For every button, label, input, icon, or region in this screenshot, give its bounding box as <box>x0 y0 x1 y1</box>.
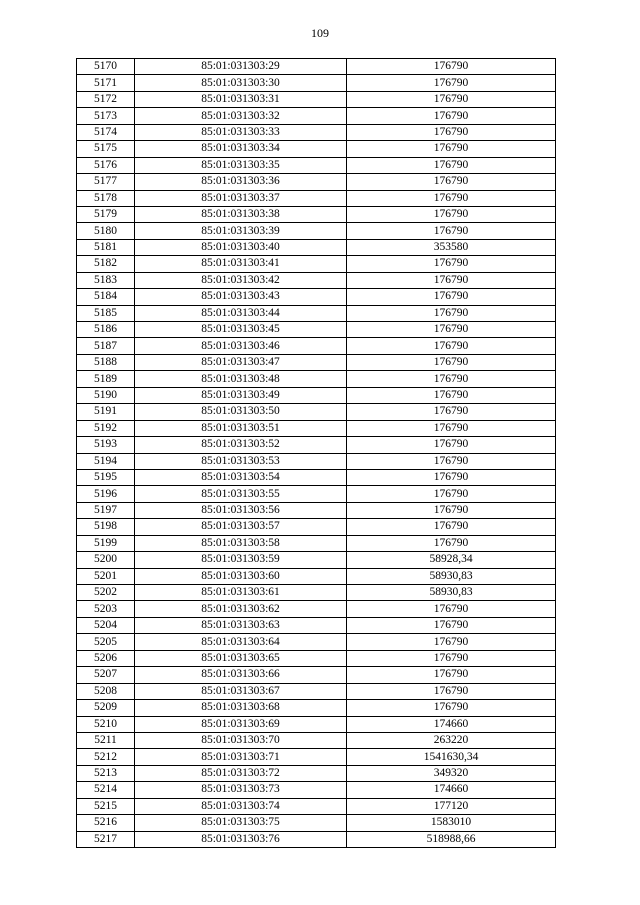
row-number-cell: 5202 <box>77 585 135 601</box>
page-number: 109 <box>311 26 329 40</box>
table-row <box>77 535 556 551</box>
table-row <box>77 354 556 370</box>
cadastral-value-cell: 176790 <box>347 469 556 485</box>
cadastral-value-cell: 176790 <box>347 486 556 502</box>
cadastral-value-cell: 176790 <box>347 338 556 354</box>
table-row <box>77 305 556 321</box>
cadastral-number-cell: 85:01:031303:69 <box>135 716 347 732</box>
row-number-cell: 5176 <box>77 157 135 173</box>
table-row <box>77 568 556 584</box>
row-number-cell: 5199 <box>77 535 135 551</box>
row-number-cell: 5181 <box>77 239 135 255</box>
cadastral-value-cell: 177120 <box>347 798 556 814</box>
table-row <box>77 782 556 798</box>
cadastral-value-cell: 176790 <box>347 667 556 683</box>
cadastral-value-cell: 176790 <box>347 617 556 633</box>
cadastral-number-cell: 85:01:031303:45 <box>135 322 347 338</box>
row-number-cell: 5186 <box>77 322 135 338</box>
cadastral-number-cell: 85:01:031303:33 <box>135 124 347 140</box>
table-row <box>77 141 556 157</box>
table-row <box>77 765 556 781</box>
cadastral-value-cell: 176790 <box>347 305 556 321</box>
table-row <box>77 519 556 535</box>
cadastral-number-cell: 85:01:031303:72 <box>135 765 347 781</box>
cadastral-number-cell: 85:01:031303:42 <box>135 272 347 288</box>
cadastral-number-cell: 85:01:031303:38 <box>135 206 347 222</box>
cadastral-number-cell: 85:01:031303:71 <box>135 749 347 765</box>
row-number-cell: 5213 <box>77 765 135 781</box>
cadastral-number-cell: 85:01:031303:31 <box>135 91 347 107</box>
table-row <box>77 437 556 453</box>
cadastral-value-cell: 176790 <box>347 75 556 91</box>
table-row <box>77 371 556 387</box>
table-row <box>77 404 556 420</box>
cadastral-value-cell: 176790 <box>347 634 556 650</box>
cadastral-number-cell: 85:01:031303:68 <box>135 700 347 716</box>
cadastral-number-cell: 85:01:031303:36 <box>135 174 347 190</box>
cadastral-value-cell: 58930,83 <box>347 568 556 584</box>
row-number-cell: 5175 <box>77 141 135 157</box>
table-row <box>77 174 556 190</box>
table-row <box>77 387 556 403</box>
row-number-cell: 5197 <box>77 502 135 518</box>
table-row <box>77 420 556 436</box>
row-number-cell: 5171 <box>77 75 135 91</box>
cadastral-number-cell: 85:01:031303:53 <box>135 453 347 469</box>
row-number-cell: 5205 <box>77 634 135 650</box>
cadastral-number-cell: 85:01:031303:70 <box>135 732 347 748</box>
table-row <box>77 700 556 716</box>
row-number-cell: 5198 <box>77 519 135 535</box>
row-number-cell: 5179 <box>77 206 135 222</box>
row-number-cell: 5193 <box>77 437 135 453</box>
table-row <box>77 91 556 107</box>
cadastral-number-cell: 85:01:031303:48 <box>135 371 347 387</box>
table-row <box>77 322 556 338</box>
table-row <box>77 732 556 748</box>
table-row <box>77 683 556 699</box>
row-number-cell: 5188 <box>77 354 135 370</box>
row-number-cell: 5203 <box>77 601 135 617</box>
cadastral-value-cell: 518988,66 <box>347 831 556 847</box>
cadastral-number-cell: 85:01:031303:49 <box>135 387 347 403</box>
row-number-cell: 5183 <box>77 272 135 288</box>
row-number-cell: 5174 <box>77 124 135 140</box>
cadastral-value-cell: 176790 <box>347 519 556 535</box>
row-number-cell: 5215 <box>77 798 135 814</box>
cadastral-number-cell: 85:01:031303:66 <box>135 667 347 683</box>
cadastral-number-cell: 85:01:031303:51 <box>135 420 347 436</box>
row-number-cell: 5190 <box>77 387 135 403</box>
cadastral-value-cell: 176790 <box>347 322 556 338</box>
cadastral-number-cell: 85:01:031303:61 <box>135 585 347 601</box>
row-number-cell: 5185 <box>77 305 135 321</box>
table-row <box>77 108 556 124</box>
table-row <box>77 256 556 272</box>
row-number-cell: 5196 <box>77 486 135 502</box>
row-number-cell: 5217 <box>77 831 135 847</box>
cadastral-value-cell: 176790 <box>347 59 556 75</box>
cadastral-value-cell: 176790 <box>347 371 556 387</box>
table-row <box>77 486 556 502</box>
table-body <box>77 59 556 848</box>
table-row <box>77 157 556 173</box>
cadastral-value-cell: 263220 <box>347 732 556 748</box>
cadastral-value-cell: 58930,83 <box>347 585 556 601</box>
row-number-cell: 5180 <box>77 223 135 239</box>
cadastral-number-cell: 85:01:031303:75 <box>135 815 347 831</box>
row-number-cell: 5189 <box>77 371 135 387</box>
cadastral-value-cell: 176790 <box>347 223 556 239</box>
cadastral-value-cell: 176790 <box>347 256 556 272</box>
cadastral-number-cell: 85:01:031303:63 <box>135 617 347 633</box>
table-row <box>77 601 556 617</box>
row-number-cell: 5210 <box>77 716 135 732</box>
table-row <box>77 749 556 765</box>
cadastral-value-cell: 353580 <box>347 239 556 255</box>
table-row <box>77 239 556 255</box>
row-number-cell: 5191 <box>77 404 135 420</box>
cadastral-value-cell: 176790 <box>347 190 556 206</box>
cadastral-number-cell: 85:01:031303:41 <box>135 256 347 272</box>
row-number-cell: 5170 <box>77 59 135 75</box>
row-number-cell: 5201 <box>77 568 135 584</box>
table-row <box>77 650 556 666</box>
row-number-cell: 5173 <box>77 108 135 124</box>
cadastral-number-cell: 85:01:031303:52 <box>135 437 347 453</box>
cadastral-value-cell: 176790 <box>347 354 556 370</box>
cadastral-value-cell: 1583010 <box>347 815 556 831</box>
cadastral-value-cell: 176790 <box>347 387 556 403</box>
cadastral-number-cell: 85:01:031303:55 <box>135 486 347 502</box>
cadastral-value-cell: 176790 <box>347 437 556 453</box>
row-number-cell: 5200 <box>77 552 135 568</box>
row-number-cell: 5206 <box>77 650 135 666</box>
table-row <box>77 815 556 831</box>
cadastral-value-cell: 176790 <box>347 404 556 420</box>
cadastral-number-cell: 85:01:031303:57 <box>135 519 347 535</box>
table-row <box>77 75 556 91</box>
cadastral-value-cell: 176790 <box>347 272 556 288</box>
table-row <box>77 798 556 814</box>
cadastral-value-cell: 174660 <box>347 782 556 798</box>
cadastral-value-cell: 176790 <box>347 206 556 222</box>
cadastral-value-cell: 176790 <box>347 700 556 716</box>
cadastral-value-cell: 176790 <box>347 453 556 469</box>
table-row <box>77 585 556 601</box>
cadastral-value-cell: 176790 <box>347 535 556 551</box>
cadastral-number-cell: 85:01:031303:64 <box>135 634 347 650</box>
table-row <box>77 206 556 222</box>
row-number-cell: 5178 <box>77 190 135 206</box>
cadastral-number-cell: 85:01:031303:74 <box>135 798 347 814</box>
cadastral-number-cell: 85:01:031303:56 <box>135 502 347 518</box>
cadastral-value-cell: 176790 <box>347 157 556 173</box>
table-row <box>77 223 556 239</box>
cadastral-number-cell: 85:01:031303:76 <box>135 831 347 847</box>
cadastral-number-cell: 85:01:031303:46 <box>135 338 347 354</box>
cadastral-value-cell: 176790 <box>347 650 556 666</box>
row-number-cell: 5207 <box>77 667 135 683</box>
cadastral-value-cell: 58928,34 <box>347 552 556 568</box>
cadastral-value-table <box>76 58 556 848</box>
cadastral-value-cell: 1541630,34 <box>347 749 556 765</box>
cadastral-number-cell: 85:01:031303:34 <box>135 141 347 157</box>
cadastral-value-cell: 176790 <box>347 289 556 305</box>
cadastral-number-cell: 85:01:031303:54 <box>135 469 347 485</box>
cadastral-number-cell: 85:01:031303:30 <box>135 75 347 91</box>
row-number-cell: 5212 <box>77 749 135 765</box>
cadastral-value-cell: 176790 <box>347 91 556 107</box>
row-number-cell: 5209 <box>77 700 135 716</box>
row-number-cell: 5192 <box>77 420 135 436</box>
row-number-cell: 5195 <box>77 469 135 485</box>
row-number-cell: 5187 <box>77 338 135 354</box>
table-row <box>77 552 556 568</box>
cadastral-number-cell: 85:01:031303:62 <box>135 601 347 617</box>
cadastral-number-cell: 85:01:031303:35 <box>135 157 347 173</box>
cadastral-value-cell: 349320 <box>347 765 556 781</box>
cadastral-number-cell: 85:01:031303:32 <box>135 108 347 124</box>
cadastral-number-cell: 85:01:031303:29 <box>135 59 347 75</box>
cadastral-value-cell: 176790 <box>347 420 556 436</box>
table-row <box>77 272 556 288</box>
table-row <box>77 338 556 354</box>
row-number-cell: 5172 <box>77 91 135 107</box>
cadastral-number-cell: 85:01:031303:65 <box>135 650 347 666</box>
table-row <box>77 124 556 140</box>
row-number-cell: 5211 <box>77 732 135 748</box>
cadastral-number-cell: 85:01:031303:50 <box>135 404 347 420</box>
cadastral-number-cell: 85:01:031303:43 <box>135 289 347 305</box>
cadastral-number-cell: 85:01:031303:37 <box>135 190 347 206</box>
row-number-cell: 5194 <box>77 453 135 469</box>
cadastral-value-cell: 176790 <box>347 124 556 140</box>
cadastral-value-cell: 176790 <box>347 601 556 617</box>
table-row <box>77 453 556 469</box>
row-number-cell: 5216 <box>77 815 135 831</box>
row-number-cell: 5177 <box>77 174 135 190</box>
table-row <box>77 469 556 485</box>
cadastral-value-cell: 174660 <box>347 716 556 732</box>
cadastral-number-cell: 85:01:031303:39 <box>135 223 347 239</box>
cadastral-number-cell: 85:01:031303:47 <box>135 354 347 370</box>
row-number-cell: 5204 <box>77 617 135 633</box>
table-row <box>77 667 556 683</box>
table-row <box>77 831 556 847</box>
cadastral-value-cell: 176790 <box>347 683 556 699</box>
cadastral-number-cell: 85:01:031303:60 <box>135 568 347 584</box>
cadastral-value-cell: 176790 <box>347 141 556 157</box>
cadastral-number-cell: 85:01:031303:58 <box>135 535 347 551</box>
table-row <box>77 502 556 518</box>
cadastral-number-cell: 85:01:031303:73 <box>135 782 347 798</box>
cadastral-value-cell: 176790 <box>347 108 556 124</box>
cadastral-number-cell: 85:01:031303:59 <box>135 552 347 568</box>
cadastral-value-cell: 176790 <box>347 174 556 190</box>
cadastral-number-cell: 85:01:031303:67 <box>135 683 347 699</box>
row-number-cell: 5208 <box>77 683 135 699</box>
cadastral-number-cell: 85:01:031303:44 <box>135 305 347 321</box>
row-number-cell: 5182 <box>77 256 135 272</box>
table-row <box>77 289 556 305</box>
table-row <box>77 59 556 75</box>
cadastral-value-cell: 176790 <box>347 502 556 518</box>
table-row <box>77 716 556 732</box>
cadastral-number-cell: 85:01:031303:40 <box>135 239 347 255</box>
table-row <box>77 617 556 633</box>
table-row <box>77 190 556 206</box>
row-number-cell: 5184 <box>77 289 135 305</box>
row-number-cell: 5214 <box>77 782 135 798</box>
table-row <box>77 634 556 650</box>
